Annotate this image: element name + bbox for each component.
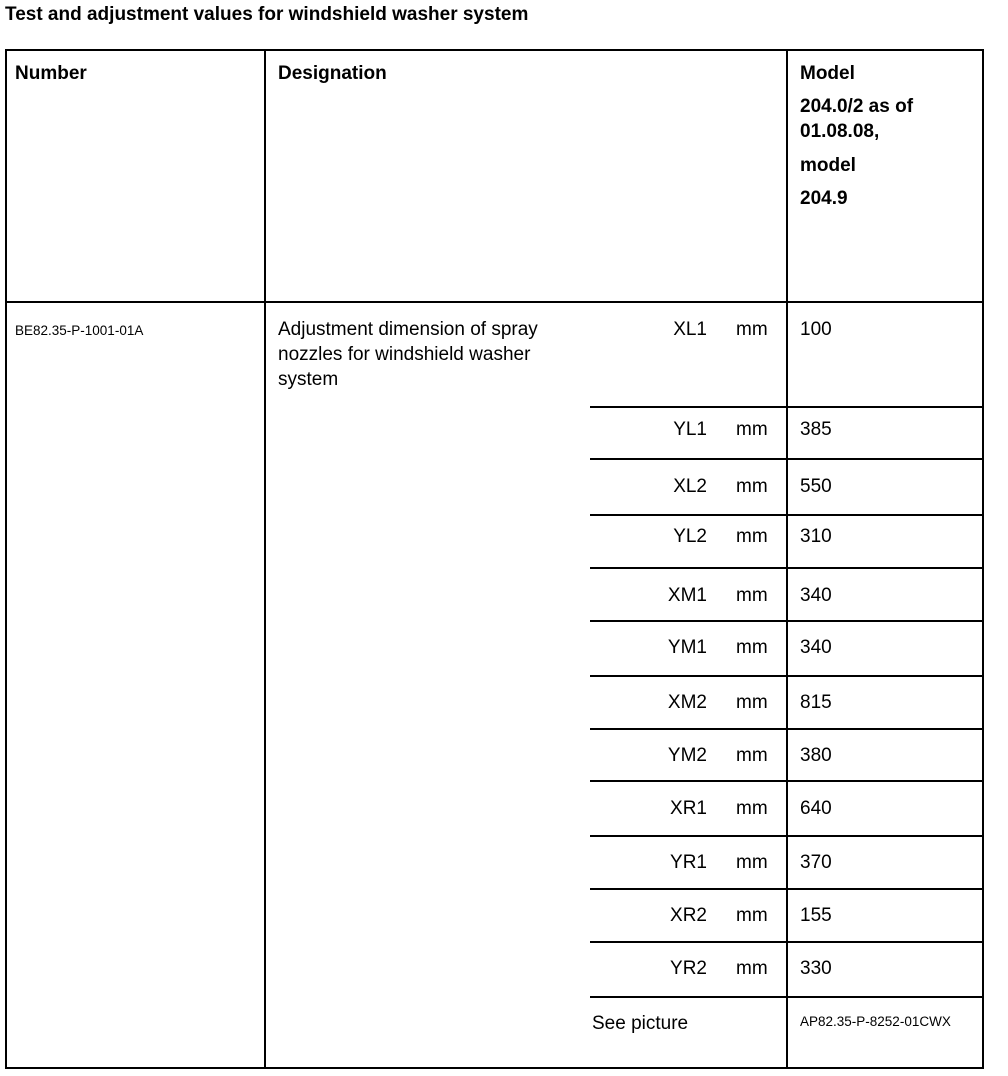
row-label: YR2 (670, 958, 707, 979)
header-designation: Designation (278, 63, 387, 84)
row-unit: mm (736, 852, 768, 873)
row-label: YM1 (667, 637, 707, 658)
row-unit: mm (736, 585, 768, 606)
header-divider (7, 301, 982, 303)
row-divider (590, 780, 982, 782)
column-divider (264, 51, 266, 1067)
row-value: 380 (800, 745, 832, 766)
row-divider (590, 567, 982, 569)
row-label: XL2 (673, 476, 707, 497)
row-label: XM2 (667, 692, 707, 713)
row-unit: mm (736, 745, 768, 766)
row-divider (590, 458, 982, 460)
record-number: BE82.35-P-1001-01A (15, 323, 144, 338)
row-value: 340 (800, 637, 832, 658)
page-title: Test and adjustment values for windshield washer system (5, 4, 529, 25)
row-unit: mm (736, 526, 768, 547)
row-unit: mm (736, 637, 768, 658)
row-label: YL2 (673, 526, 707, 547)
row-divider (590, 996, 982, 998)
row-divider (590, 675, 982, 677)
row-divider (590, 888, 982, 890)
row-unit: mm (736, 958, 768, 979)
row-value: 370 (800, 852, 832, 873)
header-model-line-4: 204.9 (800, 188, 848, 209)
row-unit: mm (736, 319, 768, 340)
picture-reference: AP82.35-P-8252-01CWX (800, 1014, 951, 1029)
row-label: XL1 (673, 319, 707, 340)
row-value: 155 (800, 905, 832, 926)
row-unit: mm (736, 419, 768, 440)
row-divider (590, 620, 982, 622)
row-value: 340 (800, 585, 832, 606)
row-divider (590, 941, 982, 943)
row-label: YM2 (667, 745, 707, 766)
row-value: 550 (800, 476, 832, 497)
see-picture-label: See picture (592, 1013, 689, 1034)
row-divider (590, 406, 982, 408)
row-unit: mm (736, 905, 768, 926)
row-value: 815 (800, 692, 832, 713)
row-label: XR2 (670, 905, 707, 926)
column-divider (786, 51, 788, 1067)
row-divider (590, 835, 982, 837)
row-label: XM1 (667, 585, 707, 606)
row-label: YR1 (670, 852, 707, 873)
row-value: 330 (800, 958, 832, 979)
row-value: 100 (800, 319, 832, 340)
header-model-line-3: model (800, 155, 856, 176)
row-label: YL1 (673, 419, 707, 440)
row-divider (590, 514, 982, 516)
row-unit: mm (736, 798, 768, 819)
row-value: 385 (800, 419, 832, 440)
row-unit: mm (736, 476, 768, 497)
header-number: Number (15, 63, 87, 84)
header-model-line-2: 204.0/2 as of 01.08.08, (800, 96, 914, 142)
row-value: 640 (800, 798, 832, 819)
row-value: 310 (800, 526, 832, 547)
row-label: XR1 (670, 798, 707, 819)
header-model-line-1: Model (800, 63, 855, 84)
record-designation: Adjustment dimension of spray nozzles for windshield washer system (278, 319, 538, 390)
row-divider (590, 728, 982, 730)
adjustment-values-table (5, 49, 984, 1069)
row-unit: mm (736, 692, 768, 713)
